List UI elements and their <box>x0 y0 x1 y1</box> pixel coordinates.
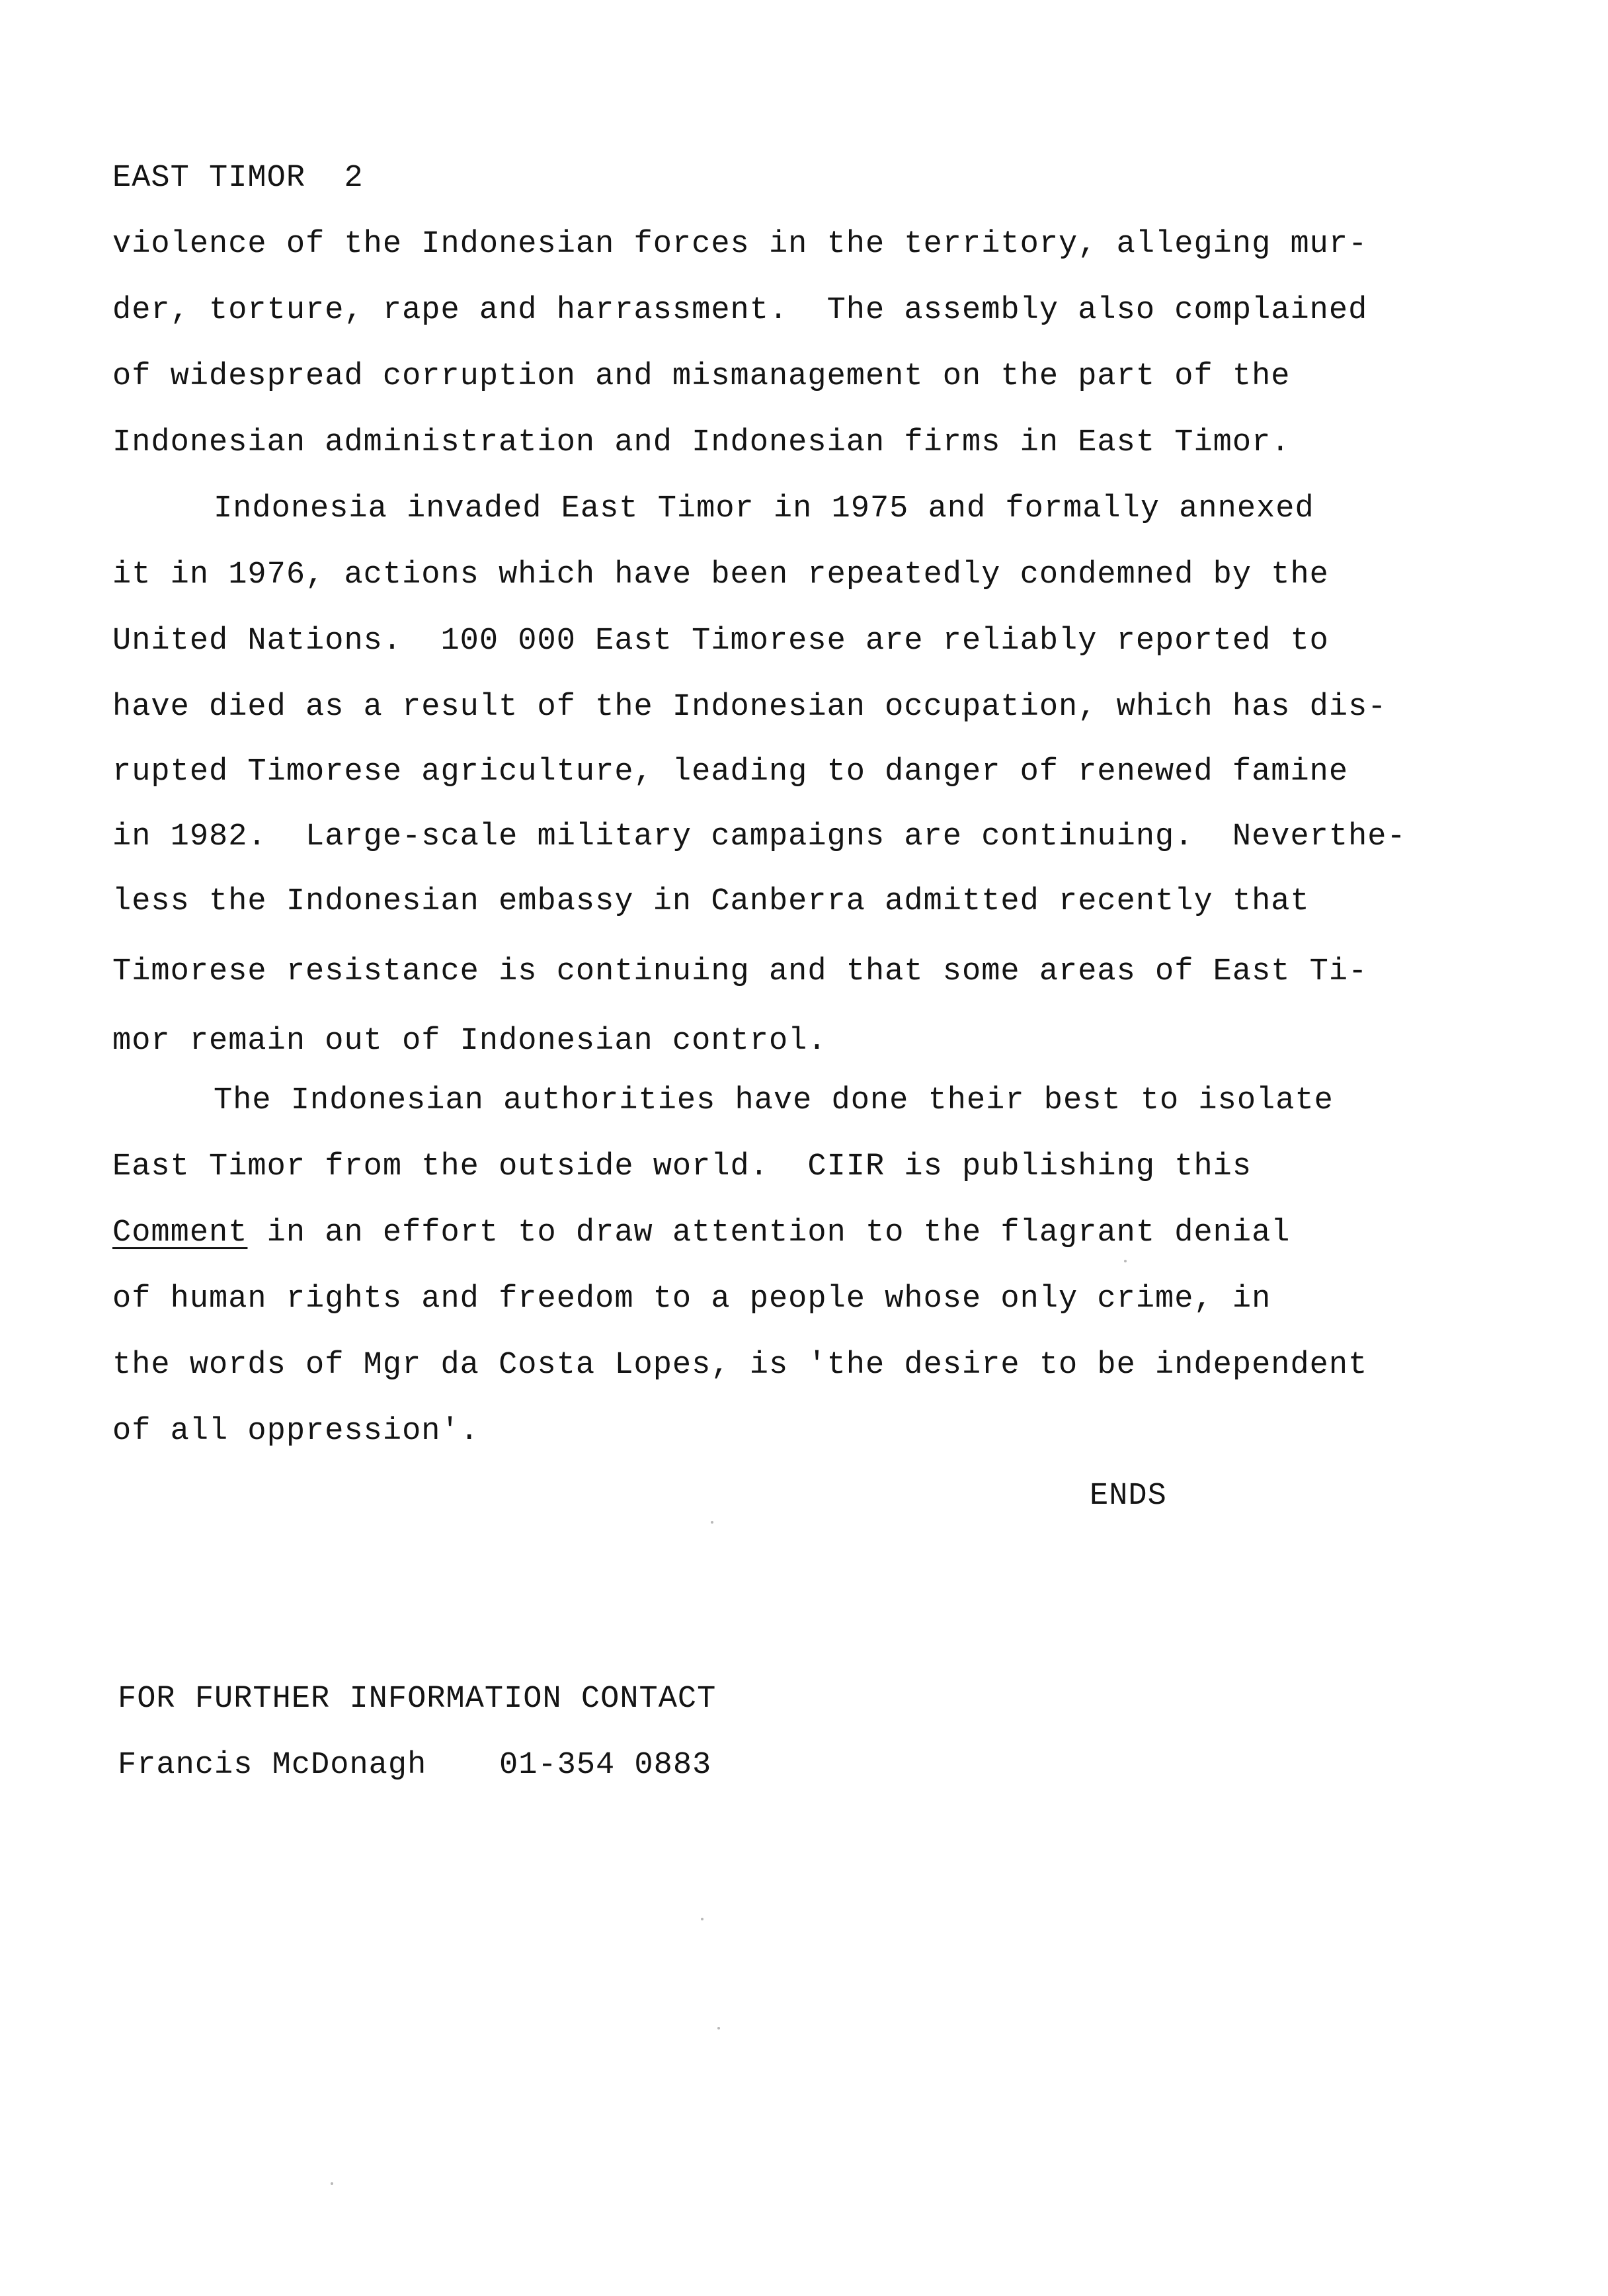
text-line: The Indonesian authorities have done their best to isolate <box>214 1083 1334 1118</box>
text-line: der, torture, rape and harrassment. The assembly also complained <box>112 293 1368 328</box>
text-line: have died as a result of the Indonesian occupation, which has dis- <box>112 690 1387 725</box>
contact-name: Francis McDonagh <box>118 1748 427 1783</box>
text-line: it in 1976, actions which have been repeatedly condemned by the <box>112 557 1329 593</box>
comment-title: Comment <box>112 1215 248 1250</box>
paper-speck <box>331 2182 333 2185</box>
paper-speck <box>1124 1260 1127 1262</box>
text-line: rupted Timorese agriculture, leading to danger of renewed famine <box>112 755 1349 790</box>
text-line: less the Indonesian embassy in Canberra admitted recently that <box>112 884 1310 919</box>
text-line: violence of the Indonesian forces in the territory, alleging mur- <box>112 227 1368 262</box>
text-line: mor remain out of Indonesian control. <box>112 1024 827 1059</box>
text-line: Indonesia invaded East Timor in 1975 and formally annexed <box>214 491 1314 526</box>
text-line: of human rights and freedom to a people whose only crime, in <box>112 1282 1271 1317</box>
contact-phone: 01-354 0883 <box>499 1748 712 1783</box>
text-line: of widespread corruption and mismanagement on the part of the <box>112 359 1291 394</box>
text-line: Indonesian administration and Indonesian firms in East Timor. <box>112 425 1291 460</box>
text-line: of all oppression'. <box>112 1414 479 1449</box>
text-line: United Nations. 100 000 East Timorese are reliably reported to <box>112 624 1329 659</box>
ends-marker: ENDS <box>1090 1479 1167 1514</box>
paper-speck <box>711 1521 713 1524</box>
text-line: Timorese resistance is continuing and that some areas of East Ti- <box>112 954 1368 989</box>
text-line: the words of Mgr da Costa Lopes, is 'the desire to be independent <box>112 1348 1368 1383</box>
page-header: EAST TIMOR 2 <box>112 161 364 196</box>
contact-heading: FOR FURTHER INFORMATION CONTACT <box>118 1682 717 1717</box>
text-segment: in an effort to draw attention to the flagrant denial <box>247 1215 1291 1250</box>
text-line <box>112 1213 1291 1253</box>
paper-speck <box>717 2027 720 2030</box>
text-line: East Timor from the outside world. CIIR is publishing this <box>112 1149 1252 1184</box>
paper-speck <box>701 1918 704 1920</box>
text-line: in 1982. Large-scale military campaigns are continuing. Neverthe- <box>112 819 1406 854</box>
